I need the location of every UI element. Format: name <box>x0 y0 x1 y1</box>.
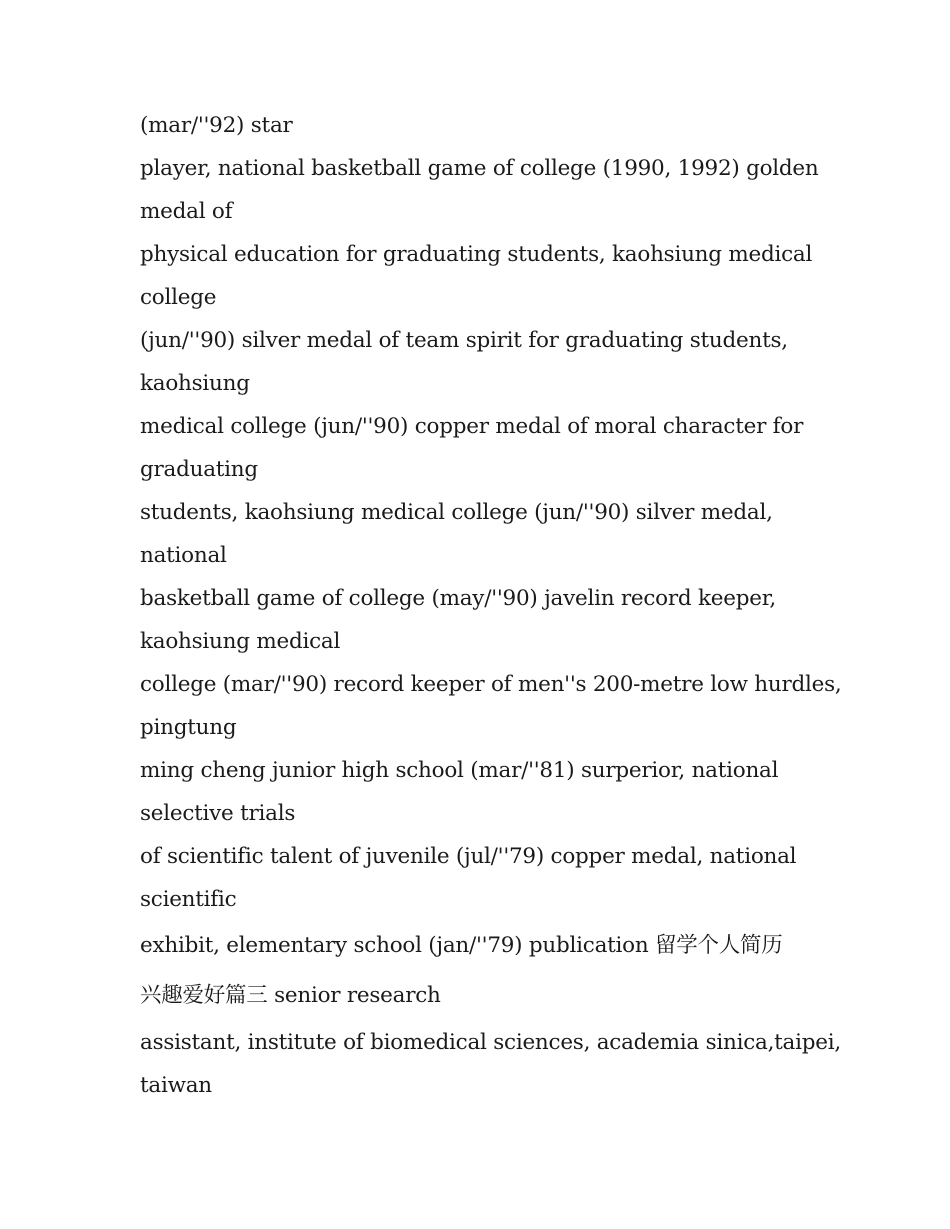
text-line: medal of <box>140 199 233 224</box>
text-line: scientific <box>140 887 237 912</box>
text-line: kaohsiung medical <box>140 629 341 654</box>
text-line: selective trials <box>140 801 296 826</box>
text-line: taiwan <box>140 1073 212 1098</box>
text-line: ming cheng junior high school (mar/''81) surperior, national <box>140 758 779 783</box>
text-line: assistant, institute of biomedical sciences, academia sinica,taipei, <box>140 1030 841 1055</box>
text-line: exhibit, elementary school (jan/''79) publication 留学个人简历 <box>140 933 783 958</box>
text-line: college <box>140 285 217 310</box>
text-line: 兴趣爱好篇三 senior research <box>140 983 441 1008</box>
text-line: national <box>140 543 227 568</box>
text-line: player, national basketball game of college (1990, 1992) golden <box>140 156 819 181</box>
text-line: graduating <box>140 457 258 482</box>
text-line: pingtung <box>140 715 237 740</box>
text-line: kaohsiung <box>140 371 250 396</box>
text-line: basketball game of college (may/''90) javelin record keeper, <box>140 586 776 611</box>
text-line: (jun/''90) silver medal of team spirit for graduating students, <box>140 328 788 353</box>
text-line: college (mar/''90) record keeper of men''s 200-metre low hurdles, <box>140 672 842 697</box>
document-body <box>140 104 842 1107</box>
text-line: physical education for graduating students, kaohsiung medical <box>140 242 813 267</box>
text-line: students, kaohsiung medical college (jun/''90) silver medal, <box>140 500 773 525</box>
text-line: (mar/''92) star <box>140 113 293 138</box>
text-line: of scientific talent of juvenile (jul/''79) copper medal, national <box>140 844 797 869</box>
text-line: medical college (jun/''90) copper medal of moral character for <box>140 414 804 439</box>
